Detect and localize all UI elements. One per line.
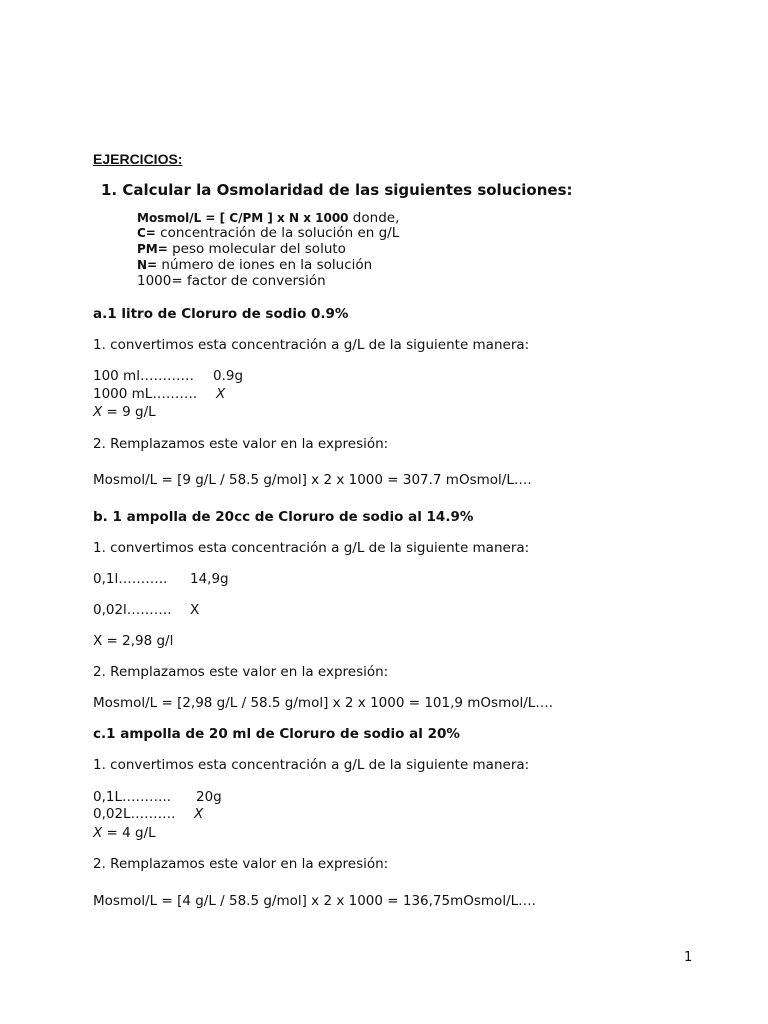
section-c-row1-left: 0,1L……….. — [93, 789, 172, 805]
section-a-step2: 2. Remplazamos este valor en la expresión: — [93, 436, 389, 452]
definition-pm — [137, 241, 346, 258]
section-b-row2-right: X — [190, 602, 200, 618]
definition-n — [137, 257, 372, 274]
definition-pm-key: PM= — [137, 242, 168, 256]
section-c-title: c.1 ampolla de 20 ml de Cloruro de sodio al 20% — [93, 726, 460, 742]
section-c-step1: 1. convertimos esta concentración a g/L de la siguiente manera: — [93, 757, 530, 773]
page-number: 1 — [684, 950, 693, 965]
definition-c-key: C= — [137, 226, 156, 240]
definition-c — [137, 225, 399, 242]
section-a-row2-left: 1000 mL………. — [93, 386, 198, 402]
exercises-heading: EJERCICIOS: — [93, 151, 183, 167]
section-b-row1-left: 0,1l……….. — [93, 571, 168, 587]
section-a-calculation: Mosmol/L = [9 g/L / 58.5 g/mol] x 2 x 1000 = 307.7 mOsmol/L…. — [93, 472, 532, 488]
definition-c-text: concentración de la solución en g/L — [155, 225, 400, 241]
section-a-row1-left: 100 ml………… — [93, 368, 194, 384]
section-a-result-x: X — [93, 404, 103, 420]
section-b-step2: 2. Remplazamos este valor en la expresión: — [93, 664, 389, 680]
section-c-row2-left: 0,02L………. — [93, 806, 176, 822]
section-c-result-x: X — [93, 825, 103, 841]
section-b-result: X = 2,98 g/l — [93, 633, 174, 649]
section-a-result-value: = 9 g/L — [102, 404, 156, 420]
task-title: 1. Calcular la Osmolaridad de las siguientes soluciones: — [101, 181, 573, 199]
section-b-title: b. 1 ampolla de 20cc de Cloruro de sodio al 14.9% — [93, 509, 474, 525]
section-c-result-value: = 4 g/L — [102, 825, 156, 841]
definition-factor: 1000= factor de conversión — [137, 273, 326, 289]
section-a-row2-right: X — [216, 386, 226, 402]
section-b-row1-right: 14,9g — [190, 571, 229, 587]
section-b-row2-left: 0,02l………. — [93, 602, 172, 618]
definition-n-key: N= — [137, 258, 158, 272]
section-a-result — [93, 404, 156, 421]
formula-suffix: donde, — [348, 210, 400, 226]
section-b-step1: 1. convertimos esta concentración a g/L de la siguiente manera: — [93, 540, 530, 556]
section-c-row2-right: X — [194, 806, 204, 822]
section-c-step2: 2. Remplazamos este valor en la expresión: — [93, 856, 389, 872]
section-c-row1-right: 20g — [196, 789, 222, 805]
section-a-row1-right: 0.9g — [213, 368, 244, 384]
definition-pm-text: peso molecular del soluto — [167, 241, 346, 257]
section-a-title: a.1 litro de Cloruro de sodio 0.9% — [93, 306, 349, 322]
section-a-step1: 1. convertimos esta concentración a g/L de la siguiente manera: — [93, 337, 530, 353]
section-b-calculation: Mosmol/L = [2,98 g/L / 58.5 g/mol] x 2 x 1000 = 101,9 mOsmol/L…. — [93, 695, 554, 711]
formula-text: Mosmol/L = [ C/PM ] x N x 1000 — [137, 211, 349, 225]
definition-n-text: número de iones en la solución — [157, 257, 373, 273]
section-c-result — [93, 825, 156, 842]
section-c-calculation: Mosmol/L = [4 g/L / 58.5 g/mol] x 2 x 1000 = 136,75mOsmol/L…. — [93, 893, 536, 909]
